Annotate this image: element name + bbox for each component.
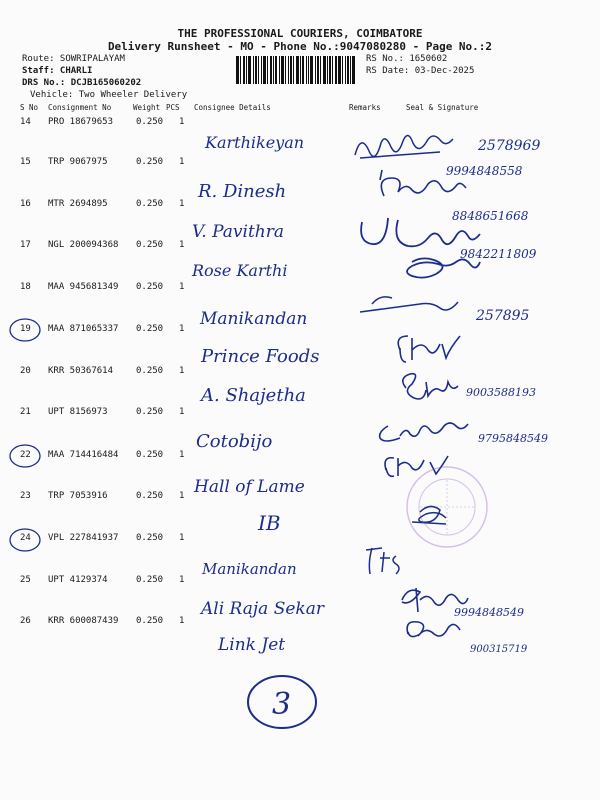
hw-phone: 9842211809 — [460, 247, 537, 261]
col-header-consignee: Consignee Details — [194, 103, 271, 112]
signature — [412, 506, 446, 524]
barcode — [236, 56, 362, 84]
col-header-seal: Seal & Signature — [406, 103, 479, 112]
hw-name: A. Shajetha — [201, 385, 306, 406]
hw-name: Hall of Lame — [194, 477, 305, 497]
signature — [360, 297, 458, 312]
row-sno: 16 — [20, 199, 31, 209]
table-row — [0, 117, 600, 131]
row-weight: 0.250 — [136, 199, 164, 209]
table-row — [0, 407, 600, 421]
row-consignment: UPT 4129374 — [48, 575, 108, 585]
row-weight: 0.250 — [136, 282, 164, 292]
row-pcs: 1 — [179, 450, 185, 460]
row-consignment: UPT 8156973 — [48, 407, 108, 417]
row-pcs: 1 — [179, 240, 185, 250]
row-pcs: 1 — [179, 616, 185, 626]
row-weight: 0.250 — [136, 407, 164, 417]
col-header-consignment: Consignment No — [48, 103, 112, 112]
hw-name: R. Dinesh — [198, 181, 287, 202]
row-pcs: 1 — [179, 491, 185, 501]
vehicle-label: Vehicle: Two Wheeler Delivery — [30, 90, 188, 100]
hw-phone: 9994848558 — [446, 164, 523, 178]
row-pcs: 1 — [179, 199, 185, 209]
row-pcs: 1 — [179, 366, 185, 376]
row-pcs: 1 — [179, 282, 185, 292]
row-consignment: KRR 50367614 — [48, 366, 114, 376]
col-header-remarks: Remarks — [349, 103, 381, 112]
row-sno: 24 — [20, 533, 31, 543]
table-row — [0, 157, 600, 171]
row-sno: 19 — [20, 324, 31, 334]
hw-phone: 257895 — [476, 308, 530, 324]
row-sno: 17 — [20, 240, 31, 250]
signature — [366, 548, 399, 574]
row-pcs: 1 — [179, 407, 185, 417]
table-row — [0, 324, 600, 338]
row-pcs: 1 — [179, 533, 185, 543]
row-sno: 26 — [20, 616, 31, 626]
row-pcs: 1 — [179, 117, 185, 127]
row-weight: 0.250 — [136, 575, 164, 585]
rs-number: RS No.: 1650602 — [366, 54, 448, 64]
row-consignment: MAA 871065337 — [48, 324, 119, 334]
signature — [407, 258, 480, 277]
hw-phone: 8848651668 — [452, 209, 529, 223]
row-sno: 14 — [20, 117, 31, 127]
row-weight: 0.250 — [136, 157, 164, 167]
signature — [355, 135, 453, 158]
table-row — [0, 491, 600, 505]
hw-name: Rose Karthi — [192, 261, 288, 280]
row-consignment: KRR 600087439 — [48, 616, 119, 626]
col-header-weight: Weight — [133, 103, 161, 112]
table-row — [0, 366, 600, 380]
row-consignment: NGL 200094368 — [48, 240, 119, 250]
table-row — [0, 575, 600, 589]
hw-name: Link Jet — [218, 635, 286, 655]
hw-name: IB — [258, 511, 281, 535]
row-pcs: 1 — [179, 157, 185, 167]
row-weight: 0.250 — [136, 616, 164, 626]
row-weight: 0.250 — [136, 240, 164, 250]
route-label: Route: SOWRIPALAYAM — [22, 54, 125, 64]
company-title: THE PROFESSIONAL COURIERS, COIMBATORE — [177, 27, 423, 40]
table-row — [0, 240, 600, 254]
signature — [402, 588, 468, 612]
staff-label: Staff: CHARLI — [22, 66, 93, 76]
hw-name: Manikandan — [200, 309, 308, 329]
row-consignment: MAA 714416484 — [48, 450, 119, 460]
row-weight: 0.250 — [136, 324, 164, 334]
signature — [398, 336, 460, 362]
page-mark-circle — [248, 676, 316, 728]
hw-phone: 2578969 — [478, 138, 541, 154]
page-mark-number: 3 — [272, 687, 292, 722]
row-sno: 18 — [20, 282, 31, 292]
hw-name: Ali Raja Sekar — [201, 599, 324, 619]
hw-name: Cotobijo — [196, 431, 273, 452]
row-weight: 0.250 — [136, 117, 164, 127]
row-consignment: PRO 18679653 — [48, 117, 114, 127]
row-pcs: 1 — [179, 575, 185, 585]
row-consignment: MAA 945681349 — [48, 282, 119, 292]
row-pcs: 1 — [179, 324, 185, 334]
row-sno: 15 — [20, 157, 31, 167]
table-row — [0, 616, 600, 630]
runsheet-subtitle: Delivery Runsheet - MO - Phone No.:9047080280 - Page No.:2 — [107, 40, 493, 53]
row-consignment: VPL 227841937 — [48, 533, 119, 543]
row-weight: 0.250 — [136, 450, 164, 460]
row-sno: 20 — [20, 366, 31, 376]
hw-phone: 9795848549 — [478, 432, 548, 445]
row-consignment: MTR 2694895 — [48, 199, 108, 209]
table-row — [0, 199, 600, 213]
hw-name: Prince Foods — [201, 346, 320, 367]
drs-number: DRS No.: DCJB165060202 — [22, 78, 142, 88]
row-sno: 22 — [20, 450, 31, 460]
row-consignment: TRP 7053916 — [48, 491, 108, 501]
hw-name: Manikandan — [202, 560, 297, 578]
signature — [380, 170, 466, 196]
row-sno: 21 — [20, 407, 31, 417]
col-header-sno: S No — [20, 103, 39, 112]
row-weight: 0.250 — [136, 491, 164, 501]
table-row — [0, 533, 600, 547]
signature — [380, 423, 468, 441]
row-consignment: TRP 9067975 — [48, 157, 108, 167]
row-weight: 0.250 — [136, 533, 164, 543]
table-row — [0, 282, 600, 296]
row-sno: 25 — [20, 575, 31, 585]
rs-date: RS Date: 03-Dec-2025 — [366, 66, 475, 76]
col-header-pcs: PCS — [166, 103, 180, 112]
hw-phone: 9994848549 — [454, 606, 524, 619]
hw-name: V. Pavithra — [192, 222, 285, 242]
row-sno: 23 — [20, 491, 31, 501]
table-row — [0, 450, 600, 464]
hw-phone: 900315719 — [470, 644, 528, 655]
hw-phone: 9003588193 — [466, 386, 536, 399]
hw-name: Karthikeyan — [205, 133, 305, 152]
row-weight: 0.250 — [136, 366, 164, 376]
